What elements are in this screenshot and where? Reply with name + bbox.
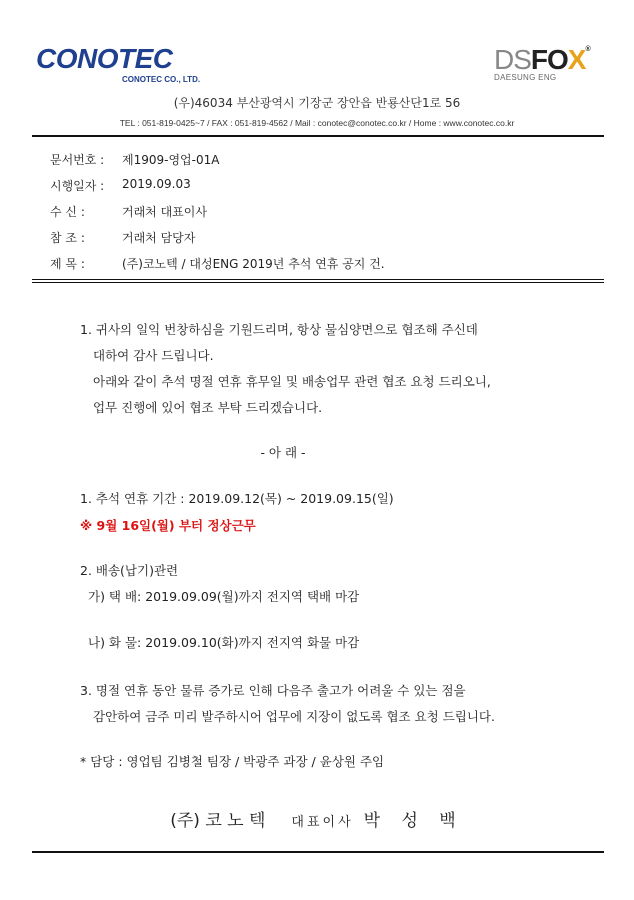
reference-label: 참 조 :: [50, 231, 85, 245]
company-address: (우)46034 부산광역시 기장군 장안읍 반룡산단1로 56: [173, 96, 461, 110]
conotec-logo-subtitle: CONOTEC CO., LTD.: [122, 75, 201, 84]
recipient-value: 거래처 대표이사: [122, 205, 207, 219]
signature-company: (주) 코 노 텍: [170, 811, 266, 831]
dsfox-logo-fo: FO: [530, 44, 568, 75]
holiday-period: 1. 추석 연휴 기간 : 2019.09.12(목) ~ 2019.09.15(일): [80, 491, 394, 506]
below-heading: - 아 래 -: [260, 445, 306, 460]
subject-label: 제 목 :: [50, 257, 85, 271]
contact-persons: * 담당 : 영업팀 김병철 팀장 / 박광주 과장 / 윤상원 주임: [80, 754, 385, 769]
issue-date-value: 2019.09.03: [122, 177, 191, 191]
meta-divider-bottom: [32, 282, 604, 283]
dsfox-logo-ds: DS: [494, 44, 531, 75]
conotec-logo: [36, 44, 200, 84]
item-3-line-1: 3. 명절 연휴 동안 물류 증가로 인해 다음주 출고가 어려울 수 있는 점을: [80, 683, 466, 698]
header-divider: [32, 135, 604, 137]
signature-line: [0, 806, 634, 831]
parcel-deadline: 가) 택 배: 2019.09.09(월)까지 전지역 택배 마감: [88, 589, 360, 604]
company-contact: TEL : 051-819-0425~7 / FAX : 051-819-4562 / Mail : conotec@conotec.co.kr / Home : www.conotec.co.kr: [119, 118, 515, 128]
recipient-label: 수 신 :: [50, 205, 85, 219]
dsfox-logo-x: X: [567, 44, 586, 75]
paragraph-1-line-2: 대하여 감사 드립니다.: [93, 348, 214, 363]
registered-mark: ®: [585, 46, 590, 53]
dsfox-logo-fox: [530, 44, 590, 75]
doc-number-label: 문서번호 :: [50, 153, 105, 167]
delivery-heading: 2. 배송(납기)관련: [80, 563, 179, 578]
paragraph-1-line-4: 업무 진행에 있어 협조 부탁 드리겠습니다.: [93, 400, 323, 415]
doc-number-value: 제1909-영업-01A: [122, 153, 220, 167]
signature-name: 박 성 백: [363, 811, 464, 831]
signature-title: 대표이사: [291, 815, 354, 830]
paragraph-1-line-1: 1. 귀사의 일익 번창하심을 기원드리며, 항상 물심양면으로 협조해 주신데: [80, 322, 478, 337]
subject-value: (주)코노텍 / 대성ENG 2019년 추석 연휴 공지 건.: [122, 257, 385, 271]
dsfox-logo: [494, 44, 590, 82]
paragraph-1-line-3: 아래와 같이 추석 명절 연휴 휴무일 및 배송업무 관련 협조 요청 드리오니,: [93, 374, 491, 389]
dsfox-logo-subtitle: DAESUNG ENG: [494, 73, 557, 82]
freight-deadline: 나) 화 물: 2019.09.10(화)까지 전지역 화물 마감: [88, 635, 360, 650]
conotec-logo-word: CONOTEC: [36, 43, 173, 74]
footer-divider: [32, 851, 604, 853]
meta-divider-top: [32, 279, 604, 280]
issue-date-label: 시행일자 :: [50, 179, 105, 193]
reference-value: 거래처 담당자: [122, 231, 196, 245]
regular-work-notice: ※ 9월 16일(월) 부터 정상근무: [80, 518, 256, 533]
item-3-line-2: 감안하여 금주 미리 발주하시어 업무에 지장이 없도록 협조 요청 드립니다.: [93, 709, 495, 724]
